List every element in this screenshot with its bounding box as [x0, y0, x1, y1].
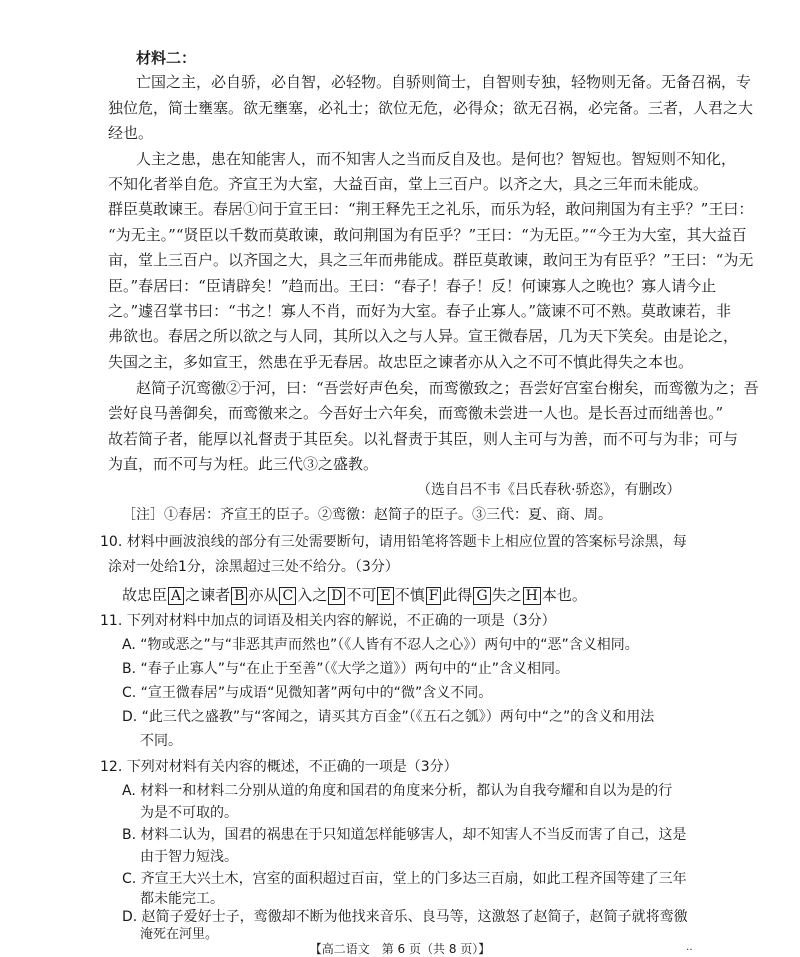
answer-box[interactable]: H — [523, 587, 541, 605]
answer-box[interactable]: D — [328, 587, 345, 605]
answer-text: 之谏者 — [185, 586, 231, 604]
answer-box[interactable]: A — [168, 587, 184, 605]
answer-box[interactable]: C — [279, 587, 296, 605]
q12-option-c-cont: 都未能完工。 — [140, 891, 224, 907]
q12-option-b[interactable]: B. 材料二认为，国君的祸患在于只知道怎样能够害人，却不知害人不当反而害了自己，这是 — [122, 827, 687, 843]
source-citation: （选自吕不韦《吕氏春秋·骄恣》，有删改） — [417, 482, 681, 498]
q12-option-a[interactable]: A. 材料一和材料二分别从道的角度和国君的角度来分析，都认为自我夸耀和自以为是的行 — [122, 783, 673, 799]
answer-text: 不可 — [346, 586, 377, 604]
passage-line: 独位危，简士壅塞。欲无壅塞，必礼士；欲位无危，必得众；欲无召祸，必完备。三者，人君之大 — [108, 99, 754, 117]
answer-text: 失之 — [491, 586, 522, 604]
passage-text: 亡国之主，必自骄，必自智，必轻物。自骄则简士，自智则专独，轻物则无备。无备召祸，专 — [136, 73, 752, 91]
footnote: ［注］①春居：齐宣王的臣子。②鸾徼：赵简子的臣子。③三代：夏、商、周。 — [122, 507, 612, 523]
passage-line: 尝好良马善御矣，而鸾徼来之。今吾好士六年矣，而鸾徼未尝进一人也。是长吾过而绌善也。” — [108, 404, 724, 422]
q12-option-d[interactable]: D. 赵简子爱好士子，鸾徼却不断为他找来音乐、良马等，这激怒了赵简子，赵简子就将鸾徼 — [122, 909, 688, 925]
q12-stem: 12. 下列对材料有关内容的概述，不正确的一项是（3分） — [100, 759, 458, 775]
passage-line: 之。”遽召掌书曰：“书之！寡人不肖，而好为大室。春子止寡人。”箴谏不可不熟。莫敢谏若，非 — [108, 302, 732, 320]
answer-box[interactable]: B — [231, 587, 247, 605]
corner-mark: ‥ — [686, 942, 693, 953]
passage-line: 赵简子沉鸾徼②于河，曰：“吾尝好声色矣，而鸾徼致之；吾尝好宫室台榭矣，而鸾徼为之；吾 — [136, 379, 759, 397]
passage-line: 故若简子者，能厚以礼督责于其臣矣。以礼督责于其臣，则人主可与为善，而不可与为非；可与 — [108, 430, 739, 448]
answer-text: 入之 — [297, 586, 328, 604]
passage-line: 群臣莫敢谏王。春居①问于宣王曰：“荆王释先王之礼乐，而乐为轻，敢问荆国为有主乎？”王曰： — [108, 200, 754, 218]
q11-option-b[interactable]: B. “春子止寡人”与“在止于至善”（《大学之道》）两句中的“止”含义相同。 — [122, 661, 570, 677]
answer-text: 亦从 — [248, 586, 279, 604]
passage-line — [136, 70, 751, 94]
page-footer: 【高二语文 第 6 页（共 8 页）】 — [309, 942, 491, 956]
q11-option-c[interactable]: C. “宣王微春居”与成语“见微知著”两句中的“微”含义不同。 — [122, 685, 493, 701]
passage-line: 人主之患，患在知能害人，而不知害人之当而反自及也。是何也？智短也。智短则不知化， — [136, 150, 737, 168]
q10-stem: 涂对一处给1分，涂黑超过三处不给分。（3分） — [108, 559, 399, 575]
q12-option-c[interactable]: C. 齐宣王大兴土木，宫室的面积超过百亩，堂上的门多达三百扇，如此工程齐国等建了三年 — [122, 871, 687, 887]
answer-text: 此得 — [442, 586, 473, 604]
answer-box[interactable]: F — [426, 587, 442, 605]
passage-line: 亩，堂上三百户。以齐国之大，具之三年而弗能成。群臣莫敢谏，敢问王为有臣乎？”王曰：“为无 — [108, 251, 754, 269]
q10-answer-line — [122, 583, 587, 607]
passage-line: “为无主。”“贤臣以千数而莫敢谏，敢问荆国为有臣乎？”王曰：“为无臣。”“今王为大室，其大益百 — [108, 226, 747, 244]
q12-option-d-cont: 淹死在河里。 — [140, 927, 219, 942]
passage-line: 经也。 — [108, 124, 154, 142]
q12-option-b-cont: 由于智力短浅。 — [140, 849, 238, 865]
passage-line: 不知化者举自危。齐宣王为大室，大益百亩，堂上三百户。以齐之大，具之三年而未能成。 — [108, 175, 709, 193]
answer-text: 故忠臣 — [122, 586, 168, 604]
passage-line: 为直，而不可与为枉。此三代③之盛教。 — [108, 455, 379, 473]
passage-line-wavy: 失国之主，多如宣王，然患在乎无春居。故忠臣之谏者亦从入之不可不慎此得失之本也。 — [108, 353, 694, 371]
section-heading: 材料二： — [136, 49, 197, 67]
q11-option-d-cont: 不同。 — [140, 733, 182, 749]
q11-option-a[interactable]: A. “物或恶之”与“非恶其声而然也”（《人皆有不忍人之心》）两句中的“恶”含义相同。 — [122, 637, 639, 653]
answer-text: 不慎 — [394, 586, 425, 604]
q10-stem: 10. 材料中画波浪线的部分有三处需要断句，请用铅笔将答题卡上相应位置的答案标号涂黑，每 — [100, 534, 687, 550]
answer-box[interactable]: G — [473, 587, 490, 605]
q11-stem: 11. 下列对材料中加点的词语及相关内容的解说，不正确的一项是（3分） — [100, 613, 556, 629]
answer-text: 本也。 — [541, 586, 587, 604]
answer-box[interactable]: E — [377, 587, 393, 605]
passage-line: 臣。”春居曰：“臣请辟矣！”趋而出。王曰：“春子！春子！反！何谏寡人之晚也？寡人请今止 — [108, 277, 717, 295]
passage-line: 弗欲也。春居之所以欲之与人同，其所以入之与人异。宣王微春居，几为天下笑矣。由是论之， — [108, 327, 739, 345]
q12-option-a-cont: 为是不可取的。 — [140, 805, 238, 821]
q11-option-d[interactable]: D. “此三代之盛教”与“客闻之，请买其方百金”（《五石之瓠》）两句中“之”的含义和用法 — [122, 709, 655, 725]
